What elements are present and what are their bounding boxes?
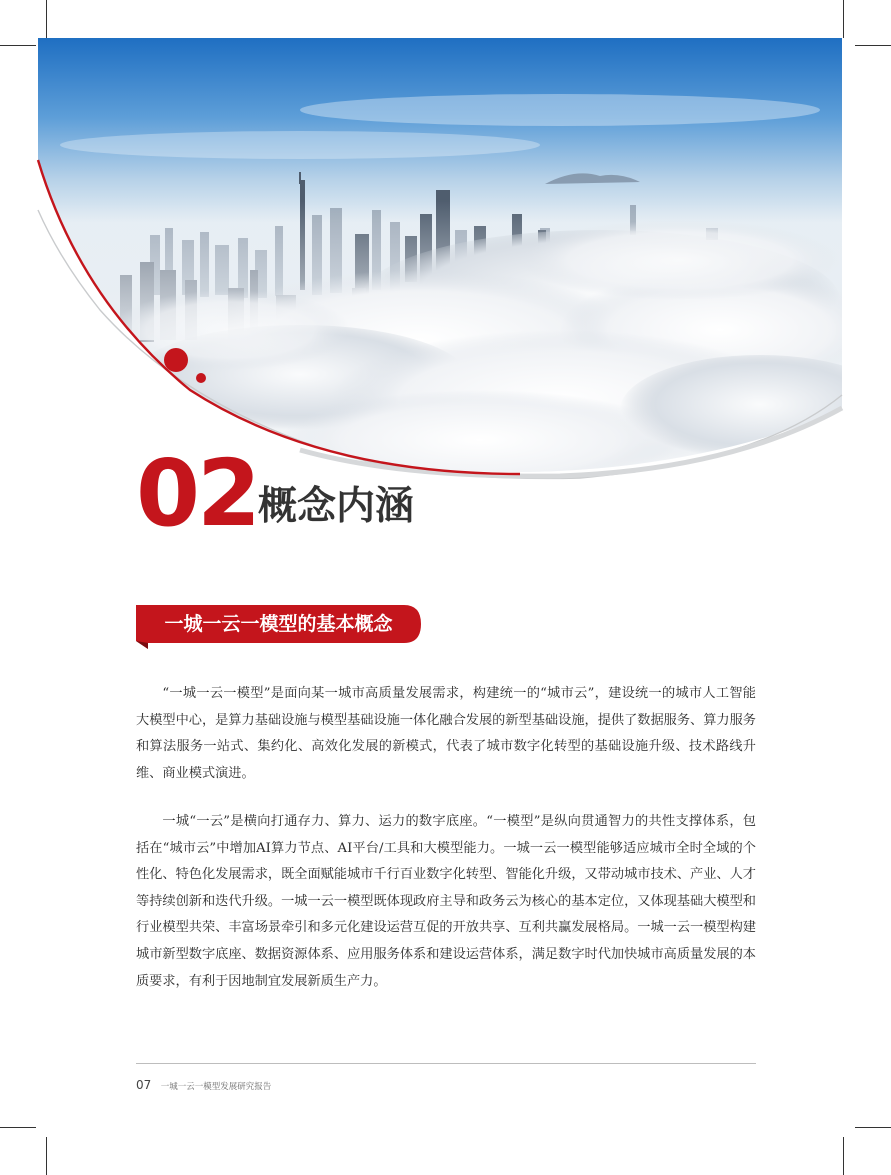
- crop-mark: [0, 1127, 36, 1128]
- crop-mark: [46, 1137, 47, 1175]
- body-paragraph: “一城一云一模型”是面向某一城市高质量发展需求，构建统一的“城市云”，建设统一的城市人工智能大模型中心，是算力基础设施与模型基础设施一体化融合发展的新型基础设施，提供了数据服务、算力服务和算法服务一站式、集约化、高效化发展的新模式，代表了城市数字化转型的基础设施升级、技术路线升维、商业模式演进。: [136, 686, 756, 781]
- body-paragraph: 一城“一云”是横向打通存力、算力、运力的数字底座。“一模型”是纵向贯通智力的共性支撑体系，包括在“城市云”中增加AI算力节点、AI平台/工具和大模型能力。一城一云一模型能够适应城市全时全域的个性化、特色化发展需求，既全面赋能城市千行百业数字化转型、智能化升级，又带动城市技术、产业、人才等持续创新和迭代升级。一城一云一模型既体现政府主导和政务云为核心的基本定位，又体现基础大模型和行业模型共荣、丰富场景牵引和多元化建设运营互促的开放共享、互利共赢发展格局。一城一云一模型构建城市新型数字底座、数据资源体系、应用服务体系和建设运营体系，满足数字时代加快城市高质量发展的本质要求，有利于因地制宜发展新质生产力。: [136, 814, 756, 989]
- crop-mark: [855, 1127, 891, 1128]
- running-title: 一城一云一模型发展研究报告: [160, 1082, 272, 1092]
- section-banner: [136, 605, 421, 643]
- crop-mark: [843, 1137, 844, 1175]
- section-title: 一城一云一模型的基本概念: [164, 613, 393, 635]
- hero-cityscape-image: [0, 0, 891, 500]
- page-number: 07: [136, 1078, 152, 1092]
- page-footer: [136, 1078, 271, 1092]
- footer-divider: [136, 1063, 756, 1064]
- chapter-title: 概念内涵: [258, 484, 415, 529]
- chapter-number: 02: [136, 440, 259, 547]
